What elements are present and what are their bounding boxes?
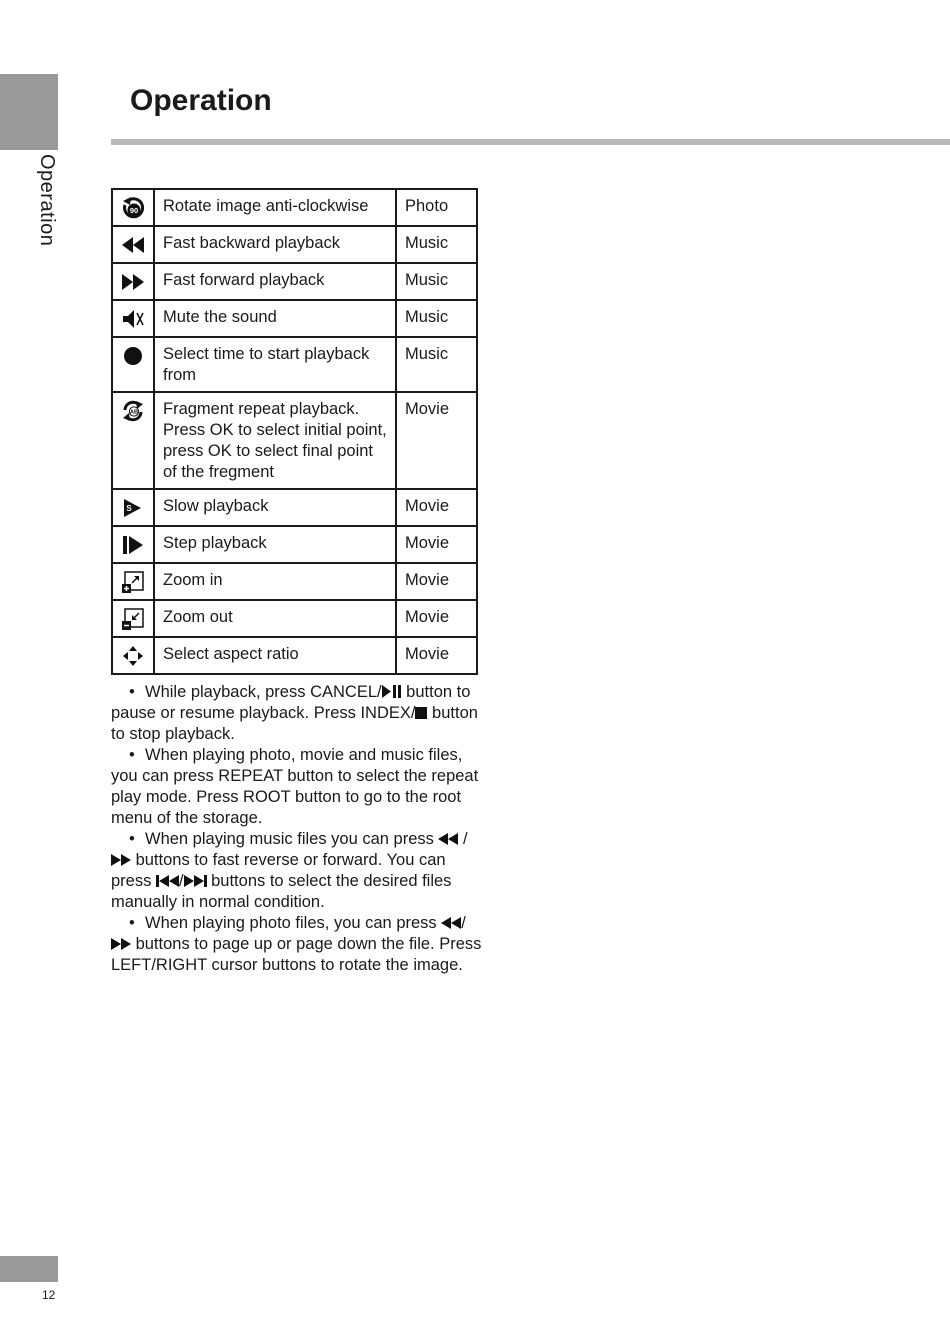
note-text: / — [178, 872, 184, 890]
fast-forward-icon — [111, 854, 131, 866]
table-cell-description: Zoom out — [154, 600, 396, 637]
table-cell-description: Zoom in — [154, 563, 396, 600]
fast-forward-icon — [121, 270, 145, 294]
side-section-label: Operation — [36, 154, 58, 247]
note-text: / — [458, 830, 468, 848]
table-cell-mode: Music — [396, 300, 477, 337]
table-cell-mode: Movie — [396, 392, 477, 489]
svg-text:S: S — [126, 504, 132, 513]
table-row — [112, 226, 477, 263]
note-paragraph — [111, 829, 483, 913]
table-cell-description: Mute the sound — [154, 300, 396, 337]
rotate-anticlockwise-90-icon — [121, 196, 145, 220]
slow-playback-icon — [121, 496, 145, 520]
table-row — [112, 392, 477, 489]
table-row — [112, 563, 477, 600]
svg-text:90: 90 — [129, 205, 139, 215]
table-cell-mode: Movie — [396, 600, 477, 637]
note-text: When playing music files you can press — [145, 830, 439, 848]
table-row — [112, 637, 477, 674]
mute-icon — [121, 307, 145, 331]
table-row — [112, 263, 477, 300]
rewind-icon — [438, 833, 458, 845]
controls-table — [111, 188, 478, 675]
note-text: / — [461, 914, 466, 932]
page-number: 12 — [42, 1288, 56, 1302]
table-cell-description: Select aspect ratio — [154, 637, 396, 674]
table-cell-mode: Music — [396, 263, 477, 300]
title-divider — [111, 139, 950, 145]
note-text: buttons to select the desired files manually in normal condition. — [111, 872, 452, 911]
table-cell-description: Fast backward playback — [154, 226, 396, 263]
note-text: When playing photo files, you can press — [145, 914, 442, 932]
aspect-ratio-icon — [121, 644, 145, 668]
note-text: buttons to page up or page down the file. Press LEFT/RIGHT cursor buttons to rotate the image. — [111, 935, 482, 974]
table-cell-description: Step playback — [154, 526, 396, 563]
next-track-icon — [184, 875, 207, 887]
table-row — [112, 489, 477, 526]
table-row — [112, 600, 477, 637]
table-cell-description: Select time to start playback from — [154, 337, 396, 392]
bullet: • — [129, 914, 135, 932]
note-paragraph — [111, 682, 483, 745]
note-text: button to stop playback. — [111, 704, 478, 743]
zoom-out-icon — [121, 607, 145, 631]
table-cell-mode: Movie — [396, 526, 477, 563]
previous-track-icon — [156, 875, 179, 887]
table-cell-mode: Music — [396, 337, 477, 392]
note-text: button to pause or resume playback. Press INDEX/ — [111, 683, 471, 722]
svg-text:AB: AB — [130, 409, 138, 416]
zoom-in-icon — [121, 570, 145, 594]
stop-icon — [415, 707, 427, 719]
table-cell-description: Fragment repeat playback. Press OK to select initial point, press OK to select final point of the fregment — [154, 392, 396, 489]
note-paragraph — [111, 745, 483, 829]
table-cell-mode: Movie — [396, 489, 477, 526]
table-cell-mode: Music — [396, 226, 477, 263]
goto-time-icon — [121, 344, 145, 368]
note-text: buttons to fast reverse or forward. You can press — [111, 851, 446, 890]
bullet: • — [129, 830, 135, 848]
note-text: When playing photo, movie and music files, you can press REPEAT button to select the repeat play mode. Press ROOT button to go to the root menu of the storage. — [111, 746, 479, 827]
usage-notes — [111, 682, 483, 976]
rewind-icon — [441, 917, 461, 929]
table-row — [112, 189, 477, 226]
table-cell-description: Rotate image anti-clockwise — [154, 189, 396, 226]
note-paragraph — [111, 913, 483, 976]
fast-forward-icon — [111, 938, 131, 950]
table-cell-mode: Photo — [396, 189, 477, 226]
bullet: • — [129, 746, 135, 764]
play-pause-icon — [382, 685, 402, 698]
table-cell-mode: Movie — [396, 637, 477, 674]
table-row — [112, 337, 477, 392]
table-cell-description: Fast forward playback — [154, 263, 396, 300]
footer-tab-marker — [0, 1256, 58, 1282]
fast-backward-icon — [121, 233, 145, 257]
table-row — [112, 526, 477, 563]
note-text: While playback, press CANCEL/ — [145, 683, 382, 701]
ab-repeat-icon — [121, 399, 145, 423]
table-row — [112, 300, 477, 337]
page-title: Operation — [130, 84, 272, 117]
step-playback-icon — [121, 533, 145, 557]
table-cell-description: Slow playback — [154, 489, 396, 526]
bullet: • — [129, 683, 135, 701]
side-tab-marker — [0, 74, 58, 150]
table-cell-mode: Movie — [396, 563, 477, 600]
